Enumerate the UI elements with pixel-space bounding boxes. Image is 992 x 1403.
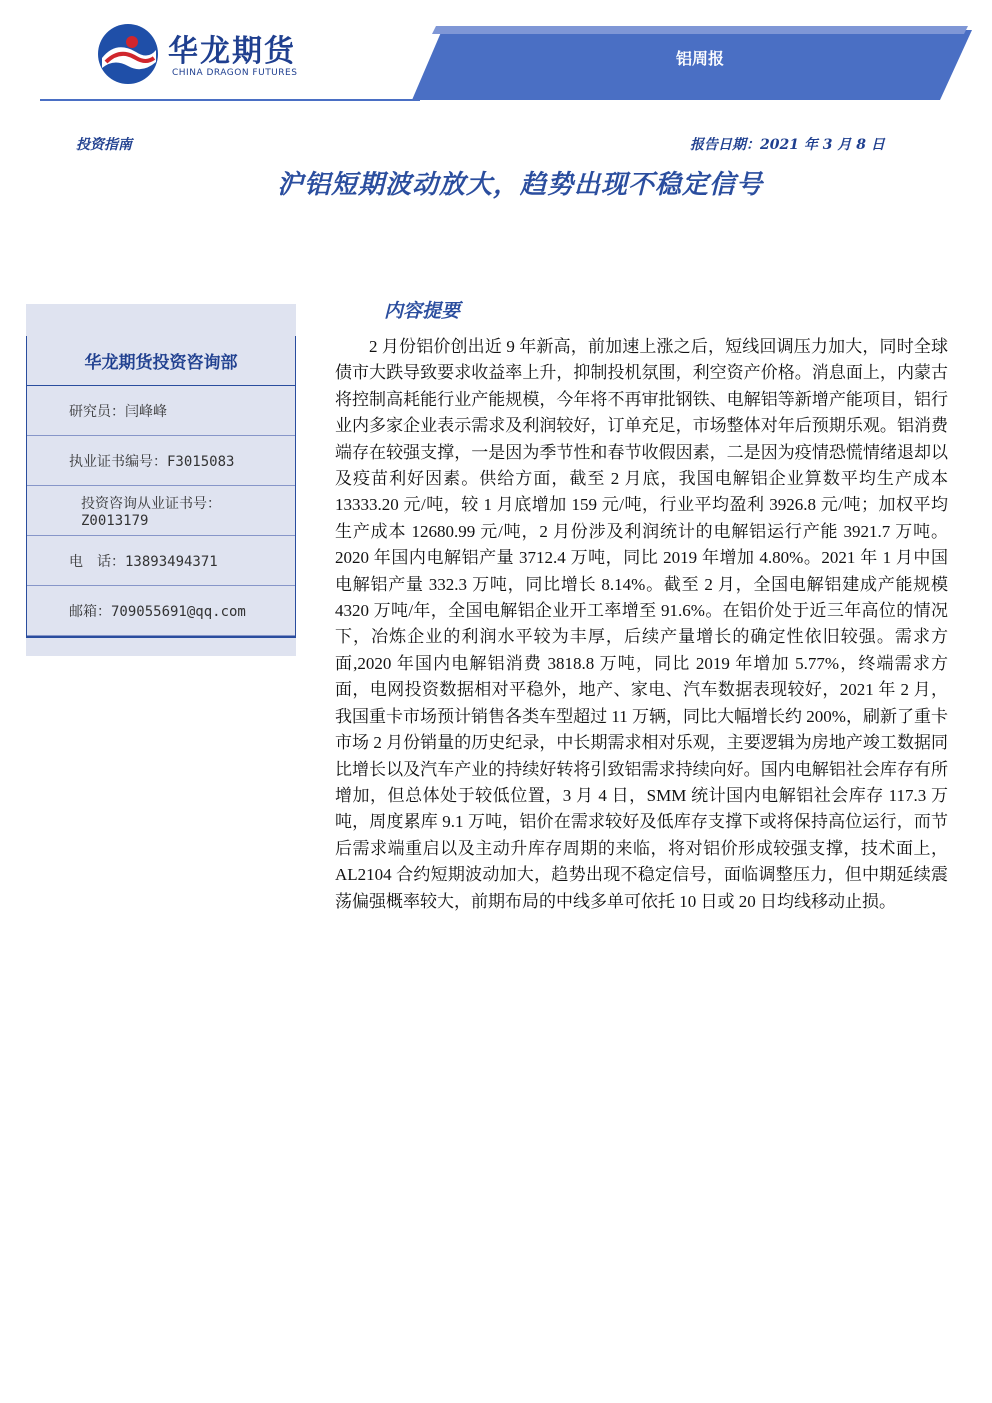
page-title: 沪铝短期波动放大，趋势出现不稳定信号: [276, 170, 763, 200]
summary-text: 2 月份铝价创出近 9 年新高，前加速上涨之后，短线回调压力加大，同时全球债市大跌导致要求收益率上升，抑制投机氛围，利空资产价格。消息面上，内蒙古将控制高耗能行业产能规模，今年将不再审批钢铁、电解铝等新增产能项目，铝行业内多家企业表示需求及利润较好，订单充足，市场整体对年后预期乐观。铝消费端存在较强支撑，一是因为季节性和春节收假因素，二是因为疫情恐慌情绪退却以及疫苗利好因素。供给方面，截至 2 月底，我国电解铝企业算数平均生产成本 13333.20 元/吨，较 1 月底增加 159 元/吨，行业平均盈利 3926.8 元/吨；加权平均生产成本 12680.99 元/吨，2 月份涉及利润统计的电解铝运行产能 3921.7 万吨。2020 年国内电解铝产量 3712.4 万吨，同比 2019 年增加 4.80%。2021 年 1 月中国电解铝产量 332.3 万吨，同比增长 8.14%。截至 2 月，全国电解铝建成产能规模 4320 万吨/年，全国电解铝企业开工率增至 91.6%。在铝价处于近三年高位的情况下，冶炼企业的利润水平较为丰厚，后续产量增长的确定性依旧较强。需求方面,2020 年国内电解铝消费 3818.8 万吨，同比 2019 年增加 5.77%，终端需求方面，电网投资数据相对平稳外，地产、家电、汽车数据表现较好，2021 年 2 月，我国重卡市场预计销售各类车型超过 11 万辆，同比大幅增长约 200%，刷新了重卡市场 2 月份销量的历史纪录，中长期需求相对乐观，主要逻辑为房地产竣工数据同比增长以及汽车产业的持续好转将引致铝需求持续向好。国内电解铝社会库存有所增加，但总体处于较低位置，3 月 4 日，SMM 统计国内电解铝社会库存 117.3 万吨，周度累库 9.1 万吨，铝价在需求较好及低库存支撑下或将保持高位运行，而节后需求端重启以及主动升库存周期的来临，将对铝价形成较强支撑，技术面上，AL2104 合约短期波动加大，趋势出现不稳定信号，面临调整压力，但中期延续震荡偏强概率较大，前期布局的中线多单可依托 10 日或 20 日均线移动止损。: [335, 337, 948, 911]
phone-number: 电 话：13893494371: [27, 536, 295, 586]
brand-name-cn: 华龙期货: [168, 34, 296, 69]
company-logo-icon: [96, 22, 160, 86]
brand-name-en: CHINA DRAGON FUTURES: [172, 68, 298, 78]
section-guide-label: 投资指南: [76, 137, 132, 153]
email-address[interactable]: 邮箱：709055691@qq.com: [27, 586, 295, 636]
summary-heading: 内容提要: [384, 300, 461, 322]
report-type-label: 铝周报: [676, 49, 725, 68]
contact-sidebar: [26, 304, 296, 656]
contact-table: [26, 336, 296, 638]
page-header: [0, 0, 992, 110]
department-name: 华龙期货投资咨询部: [27, 336, 295, 386]
report-date: 报告日期：2021 年 3 月 8 日: [690, 137, 885, 153]
researcher-name: 研究员：闫峰峰: [27, 386, 295, 436]
license-number: 执业证书编号：F3015083: [27, 436, 295, 486]
consult-license-number: 投资咨询从业证书号：Z0013179: [27, 486, 295, 536]
